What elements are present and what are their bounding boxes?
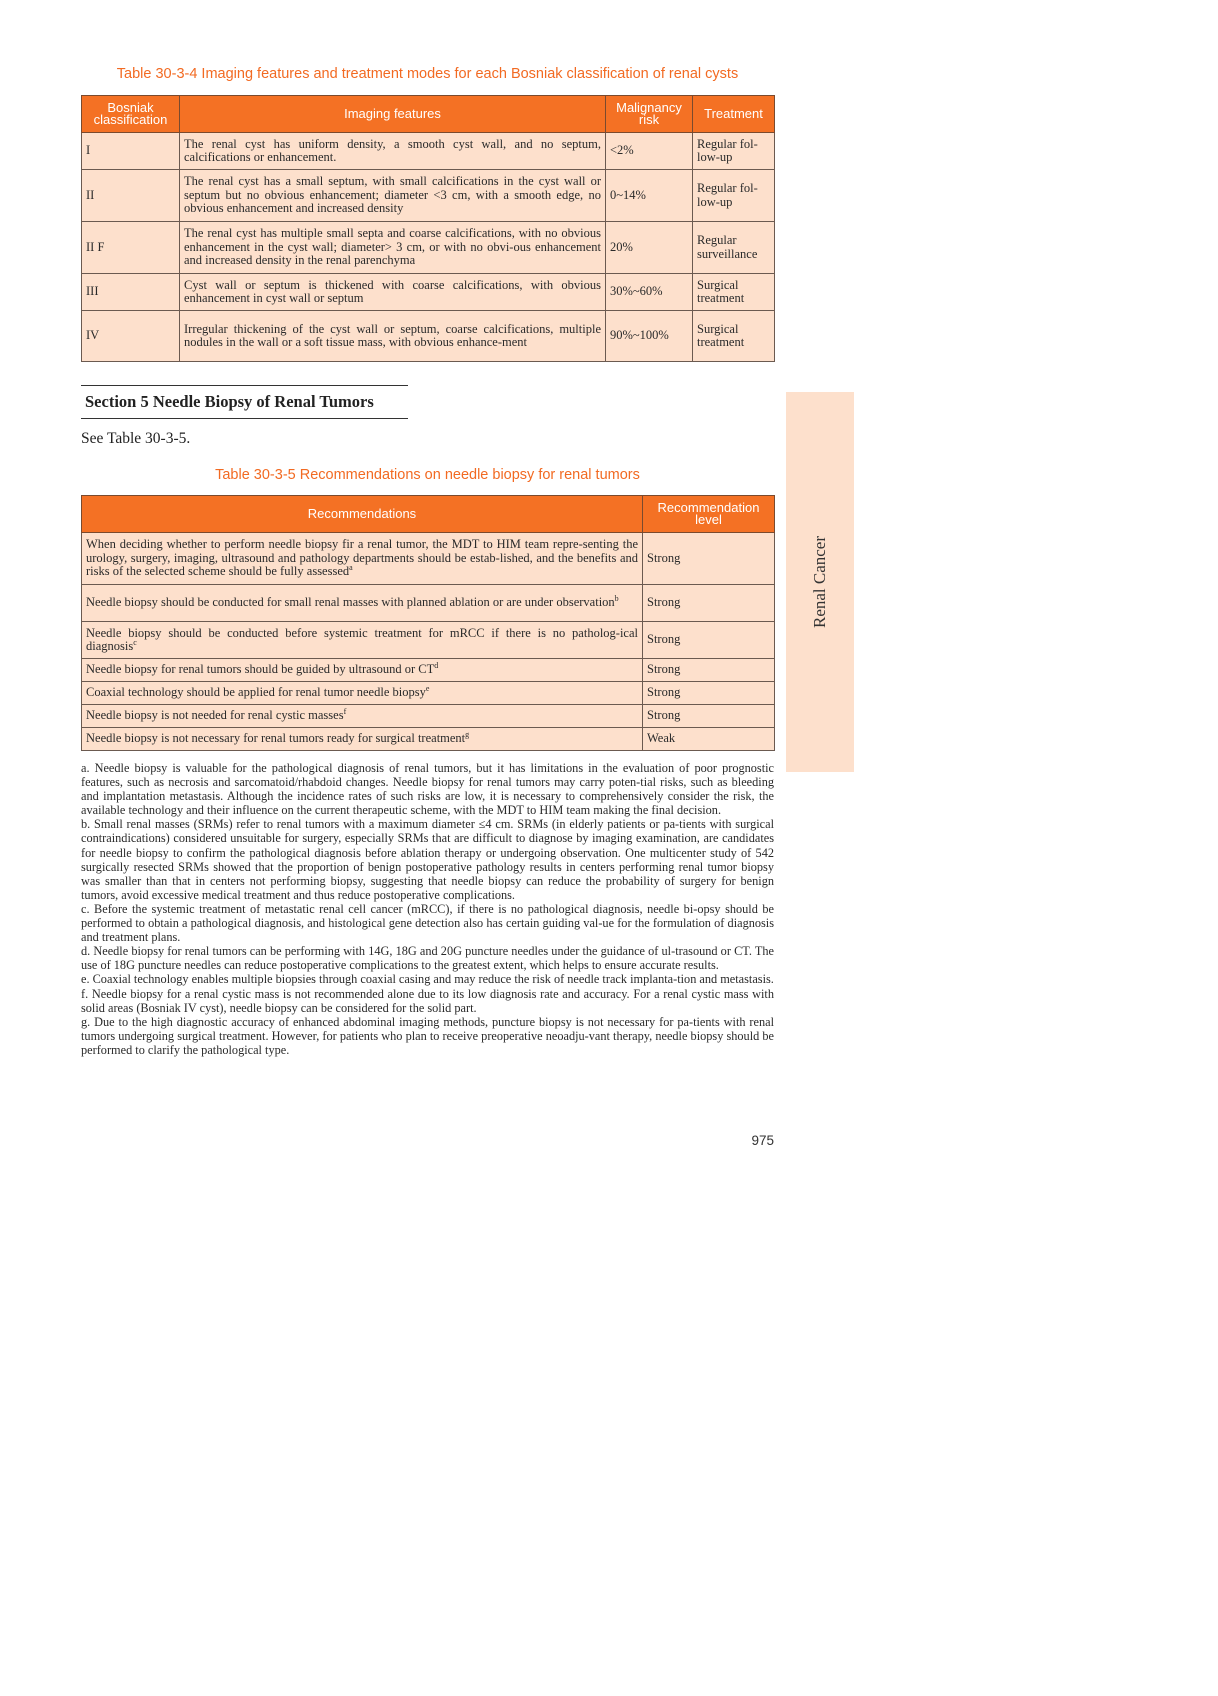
footnote-c: c. Before the systemic treatment of metastatic renal cell cancer (mRCC), if there is no pathological diagnosis, needle bi-opsy should be performed to obtain a pathological diagnosis, and histological gene detection also has certain guiding val-ue for the formulation of diagnosis and treatment plans. xyxy=(81,901,774,945)
cell-class: III xyxy=(82,274,180,311)
cell-level: Strong xyxy=(643,533,775,585)
cell-recommendation: Needle biopsy should be conducted before systemic treatment for mRCC if there is no patholog-ical diagnosis$^c$ xyxy=(82,622,643,659)
cell-level: Weak xyxy=(643,728,775,751)
table-row xyxy=(82,311,775,362)
cell-recommendation: Needle biopsy is not necessary for renal tumors ready for surgical treatment$^g$ xyxy=(82,728,643,751)
cell-treatment: Regular surveillance xyxy=(693,222,775,274)
bosniak-table xyxy=(81,95,775,362)
cell-treatment: Regular fol-low-up xyxy=(693,170,775,222)
table-row xyxy=(82,728,775,751)
table-row xyxy=(82,274,775,311)
cell-recommendation: When deciding whether to perform needle biopsy fir a renal tumor, the MDT to HIM team repre-senting the urology, surgery, imaging, ultrasound and pathology departments should be estab-lished, and the benefits and risks of the selected scheme should be fully assessed$^a$ xyxy=(82,533,643,585)
table-row xyxy=(82,133,775,170)
table-row xyxy=(82,659,775,682)
footnote-e: e. Coaxial technology enables multiple biopsies through coaxial casing and may reduce the risk of needle track implanta-tion and metastasis. xyxy=(81,972,774,987)
footnote-a: a. Needle biopsy is valuable for the pathological diagnosis of renal tumors, but it has limitations in the evaluation of poor prognostic features, such as necrosis and sarcomatoid/rhabdoid changes. Needle biopsy for renal tumors may carry poten-tial risks, such as bleeding and implantation metastasis. Although the incidence rates of such risks are low, it is necessary to comprehensively consider the risk, the available technology and their influence on the current therapeutic scheme, with the MDT to HIM team making the final decision. xyxy=(81,761,774,818)
cell-level: Strong xyxy=(643,705,775,728)
table-row xyxy=(82,622,775,659)
cell-class: I xyxy=(82,133,180,170)
section-title: Section 5 Needle Biopsy of Renal Tumors xyxy=(81,385,408,419)
cell-features: The renal cyst has uniform density, a smooth cyst wall, and no septum, calcifications or enhancement. xyxy=(180,133,606,170)
cell-recommendation: Needle biopsy for renal tumors should be guided by ultrasound or $CT^d$ xyxy=(82,659,643,682)
cell-features: The renal cyst has multiple small septa and coarse calcifications, with no obvious enhancement in the cyst wall; diameter> 3 cm, or with no obvi-ous enhancement and increased density in the renal parenchyma xyxy=(180,222,606,274)
table1-caption: Table 30-3-4 Imaging features and treatment modes for each Bosniak classification of renal cysts xyxy=(116,66,739,82)
table-row xyxy=(82,533,775,585)
cell-recommendation: Needle biopsy is not needed for renal cystic masses$^f$ xyxy=(82,705,643,728)
footnote-f: f. Needle biopsy for a renal cystic mass is not recommended alone due to its low diagnosis rate and accuracy. For a renal cystic mass with solid areas (Bosniak IV cyst), needle biopsy can be considered for the solid part. xyxy=(81,986,774,1015)
cell-level: Strong xyxy=(643,585,775,622)
cell-recommendation: Needle biopsy should be conducted for small renal masses with planned ablation or are under observation$^b$ xyxy=(82,585,643,622)
chapter-side-tab xyxy=(786,392,854,772)
cell-level: Strong xyxy=(643,659,775,682)
cell-recommendation: Coaxial technology should be applied for renal tumor needle biopsy$^e$ xyxy=(82,682,643,705)
cell-risk: 30%~60% xyxy=(606,274,693,311)
cell-treatment: Surgical treatment xyxy=(693,274,775,311)
header-level: Recommendation level xyxy=(643,496,775,533)
header-risk: Malignancy risk xyxy=(606,96,693,133)
table-row xyxy=(82,170,775,222)
header-imaging: Imaging features xyxy=(180,96,606,133)
table2-caption: Table 30-3-5 Recommendations on needle biopsy for renal tumors xyxy=(215,467,640,483)
cell-risk: <2% xyxy=(606,133,693,170)
cell-level: Strong xyxy=(643,622,775,659)
chapter-side-label: Renal Cancer xyxy=(810,535,829,629)
page-number: 975 xyxy=(751,1133,774,1148)
cell-features: The renal cyst has a small septum, with small calcifications in the cyst wall or septum but no obvious enhancement; diameter <3 cm, with a smooth edge, no obvious enhancement and increased density xyxy=(180,170,606,222)
table-row xyxy=(82,682,775,705)
cell-risk: 20% xyxy=(606,222,693,274)
cell-class: IV xyxy=(82,311,180,362)
cell-risk: 0~14% xyxy=(606,170,693,222)
cell-class: II xyxy=(82,170,180,222)
header-recommendations: Recommendations xyxy=(82,496,643,533)
footnote-g: g. Due to the high diagnostic accuracy of enhanced abdominal imaging methods, puncture biopsy is not necessary for pa-tients with renal tumors undergoing surgical treatment. However, for patients who plan to receive preoperative neoadju-vant therapy, needle biopsy should be performed to clarify the pathological type. xyxy=(81,1014,774,1057)
table-row xyxy=(82,705,775,728)
footnote-b: b. Small renal masses (SRMs) refer to renal tumors with a maximum diameter ≤4 cm. SRMs (in elderly patients or pa-tients with surgical contraindications) considered unsuitable for surgery, especially SRMs that are difficult to diagnose by imaging examination, are candidates for needle biopsy to confirm the pathological diagnosis before ablation therapy or undergoing observation. One multicenter study of 542 surgically resected SRMs showed that the proportion of benign postoperative pathology results in centers performing renal tumor biopsy was smaller than that in centers not performing biopsy, suggesting that needle biopsy can reduce the probability of surgery for benign tumors, avoid excessive medical treatment and thus reduce postoperative complications. xyxy=(81,817,774,902)
cell-treatment: Regular fol-low-up xyxy=(693,133,775,170)
cell-treatment: Surgical treatment xyxy=(693,311,775,362)
cell-features: Irregular thickening of the cyst wall or septum, coarse calcifications, multiple nodules in the wall or a soft tissue mass, with obvious enhance-ment xyxy=(180,311,606,362)
cell-features: Cyst wall or septum is thickened with coarse calcifications, with obvious enhancement in cyst wall or septum xyxy=(180,274,606,311)
header-treatment: Treatment xyxy=(693,96,775,133)
cell-level: Strong xyxy=(643,682,775,705)
header-bosniak: Bosniak classification xyxy=(82,96,180,133)
table-row xyxy=(82,222,775,274)
recommendations-table xyxy=(81,495,775,751)
see-table-text: See Table 30-3-5. xyxy=(81,430,191,447)
cell-class: II F xyxy=(82,222,180,274)
footnotes xyxy=(81,761,774,1057)
cell-risk: 90%~100% xyxy=(606,311,693,362)
footnote-d: d. Needle biopsy for renal tumors can be performing with 14G, 18G and 20G puncture needles under the guidance of ul-trasound or CT. The use of 18G puncture needles can reduce postoperative complications to the greatest extent, which helps to ensure accurate results. xyxy=(81,944,774,973)
table-row xyxy=(82,585,775,622)
